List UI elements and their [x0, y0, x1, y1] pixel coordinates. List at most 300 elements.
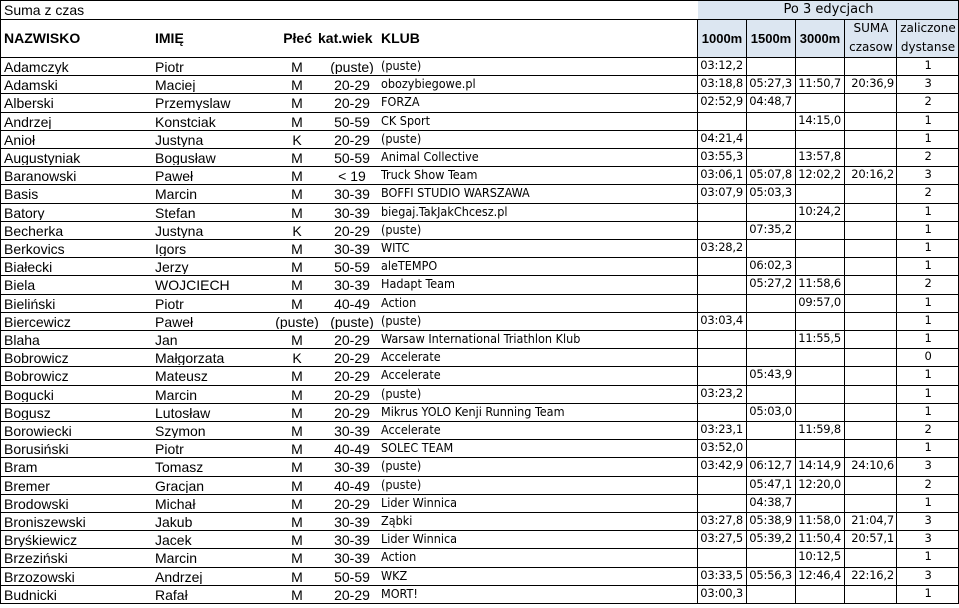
cell-plec: K [292, 223, 302, 238]
cell-plec: M [291, 333, 303, 347]
cell-kat: 30-39 [334, 278, 370, 293]
cell-kat: (puste) [330, 60, 374, 74]
cell-m1500 [747, 388, 792, 402]
cell-kat: 20-29 [334, 369, 370, 384]
cell-zal: 3 [924, 569, 932, 582]
cell-m1500 [747, 297, 792, 311]
cell-suma [845, 151, 894, 165]
cell-m3000 [796, 315, 841, 329]
cell-m1000 [698, 333, 743, 347]
grid-hline [0, 75, 959, 76]
cell-m3000 [796, 369, 841, 383]
cell-kat: 30-39 [334, 242, 370, 256]
cell-suma [845, 260, 894, 274]
cell-m1000 [698, 260, 743, 274]
cell-m1500 [747, 551, 792, 565]
cell-imie: Paweł [155, 314, 194, 329]
cell-suma [845, 115, 894, 129]
cell-m3000: 14:15,0 [798, 114, 841, 127]
cell-kat: 30-39 [334, 424, 370, 438]
cell-klub: (puste) [381, 387, 422, 401]
cell-zal: 2 [924, 151, 932, 163]
cell-zal: 2 [924, 278, 932, 291]
cell-m1000: 03:07,9 [700, 187, 743, 200]
cell-klub: FORZA [381, 96, 420, 110]
cell-plec: M [291, 78, 303, 93]
cell-m1500 [747, 351, 792, 365]
cell-nazwisko: Bogucki [4, 387, 54, 402]
cell-m1000: 03:27,8 [700, 515, 743, 527]
cell-imie: Konstciak [155, 114, 216, 129]
grid-hline [0, 366, 959, 367]
cell-imie: Marcin [155, 551, 198, 566]
cell-suma: 20:57,1 [851, 533, 894, 546]
cell-suma [845, 388, 894, 402]
col-header-suma[interactable]: SUMA [853, 22, 889, 35]
grid-vline [844, 19, 845, 603]
cell-nazwisko: Berkovics [4, 242, 65, 256]
cell-imie: Michał [155, 496, 196, 511]
cell-imie: WOJCIECH [155, 278, 230, 293]
cell-kat: 20-29 [334, 587, 370, 602]
cell-m1000: 03:00,3 [700, 587, 743, 600]
cell-zal: 3 [924, 515, 932, 527]
cell-zal: 2 [924, 96, 932, 109]
cell-m1000: 03:23,1 [700, 424, 743, 436]
grid-hline [0, 166, 959, 167]
cell-m1000: 02:52,9 [700, 96, 743, 109]
grid-vline [746, 19, 747, 603]
grid-hline [0, 385, 959, 386]
cell-nazwisko: Baranowski [4, 169, 77, 184]
grid-hline [0, 312, 959, 313]
grid-hline [0, 112, 959, 113]
cell-m3000: 12:46,4 [798, 569, 841, 582]
cell-imie: Stefan [155, 205, 196, 220]
cell-plec: M [291, 569, 303, 584]
cell-imie: Tomasz [155, 460, 204, 475]
grid-hline [0, 494, 959, 495]
cell-zal: 3 [924, 460, 932, 473]
cell-zal: 1 [924, 205, 932, 218]
cell-suma [845, 242, 894, 256]
cell-m1000: 03:23,2 [700, 387, 743, 400]
cell-m1500: 06:12,7 [749, 460, 792, 473]
cell-nazwisko: Brzeziński [4, 551, 68, 566]
cell-plec: M [291, 96, 303, 111]
cell-plec: M [291, 296, 303, 311]
cell-klub: obozybiegowe.pl [381, 78, 476, 92]
col-header-3000m[interactable]: 3000m [799, 32, 841, 46]
cell-klub: Lider Winnica [381, 533, 458, 547]
cell-klub: (puste) [381, 60, 422, 73]
cell-imie: Jerzy [155, 260, 189, 275]
cell-zal: 1 [924, 296, 932, 309]
grid-vline [896, 19, 897, 603]
cell-kat: 20-29 [334, 333, 370, 347]
grid-hline [0, 421, 959, 422]
cell-nazwisko: Anioł [4, 132, 36, 147]
cell-kat: 20-29 [334, 132, 370, 147]
cell-imie: Justyna [155, 223, 204, 238]
cell-plec: M [291, 442, 303, 457]
cell-imie: Igors [155, 242, 187, 256]
cell-m3000 [796, 588, 841, 602]
cell-klub: WKZ [381, 569, 408, 583]
cell-zal: 0 [924, 351, 932, 364]
cell-nazwisko: Adamski [4, 78, 58, 93]
cell-m3000 [796, 133, 841, 147]
cell-nazwisko: Augustyniak [4, 151, 81, 165]
col-header-imie[interactable]: IMIĘ [155, 31, 184, 46]
cell-zal: 2 [924, 187, 932, 200]
grid-hline [0, 0, 959, 1]
cell-zal: 1 [924, 405, 932, 418]
cell-m1500: 05:03,3 [749, 187, 792, 200]
cell-zal: 1 [924, 587, 932, 600]
cell-kat: 20-29 [334, 96, 370, 111]
cell-zal: 1 [924, 333, 932, 345]
cell-kat: < 19 [338, 169, 366, 184]
cell-m1500 [747, 60, 792, 74]
cell-zal: 3 [924, 533, 932, 546]
grid-hline [0, 239, 959, 240]
cell-zal: 1 [924, 114, 932, 127]
cell-imie: Bogusław [155, 151, 216, 165]
cell-m1000 [698, 278, 743, 292]
cell-m1500: 05:47,1 [749, 478, 792, 491]
cell-plec: M [291, 587, 303, 602]
cell-klub: BOFFI STUDIO WARSZAWA [381, 187, 530, 201]
cell-imie: Marcin [155, 387, 198, 402]
cell-nazwisko: Bremer [4, 478, 50, 493]
cell-nazwisko: Borowiecki [4, 424, 72, 438]
cell-zal: 3 [924, 169, 932, 182]
cell-zal: 1 [924, 369, 932, 382]
cell-kat: 50-59 [334, 114, 370, 129]
cell-kat: 20-29 [334, 405, 370, 420]
cell-klub: Accelerate [381, 424, 441, 437]
cell-nazwisko: Brodowski [4, 496, 69, 511]
cell-m1500: 05:07,8 [749, 169, 792, 182]
grid-hline [0, 19, 959, 20]
col-header-zaliczone-sub: dystanse [900, 41, 956, 54]
cell-m3000: 10:12,5 [798, 551, 841, 564]
cell-m1500 [747, 588, 792, 602]
col-header-1500m[interactable]: 1500m [750, 32, 792, 46]
cell-nazwisko: Broniszewski [4, 515, 86, 529]
col-header-nazwisko[interactable]: NAZWISKO [4, 31, 81, 46]
cell-m1000: 03:33,5 [700, 569, 743, 582]
cell-klub: Warsaw International Triathlon Klub [381, 333, 581, 346]
cell-suma [845, 315, 894, 329]
grid-hline [0, 567, 959, 568]
cell-m3000: 14:14,9 [798, 460, 841, 473]
cell-m1000: 03:27,5 [700, 533, 743, 546]
cell-klub: SOLEC TEAM [381, 442, 454, 456]
cell-kat: 20-29 [334, 78, 370, 93]
cell-nazwisko: Bobrowicz [4, 369, 69, 384]
col-header-klub[interactable]: KLUB [381, 31, 420, 46]
cell-suma [845, 351, 894, 365]
cell-klub: MORT! [381, 587, 418, 601]
cell-m1500: 04:38,7 [749, 496, 792, 509]
grid-hline [0, 294, 959, 295]
cell-nazwisko: Batory [4, 205, 45, 220]
cell-nazwisko: Borusiński [4, 442, 69, 457]
cell-m3000: 12:20,0 [798, 478, 841, 491]
cell-plec: M [291, 60, 303, 74]
cell-zal: 2 [924, 478, 932, 491]
cell-plec: M [291, 533, 303, 548]
cell-m3000: 10:24,2 [798, 205, 841, 218]
cell-klub: CK Sport [381, 114, 430, 128]
cell-m1000: 03:42,9 [700, 460, 743, 473]
cell-m1000 [698, 497, 743, 511]
cell-m3000: 12:02,2 [798, 169, 841, 182]
cell-m1500 [747, 206, 792, 220]
cell-zal: 2 [924, 424, 932, 436]
cell-suma [845, 479, 894, 493]
cell-plec: M [291, 242, 303, 256]
cell-suma [845, 333, 894, 347]
cell-kat: (puste) [330, 314, 374, 329]
cell-zal: 1 [924, 260, 932, 273]
cell-klub: Truck Show Team [381, 169, 478, 183]
cell-kat: 30-39 [334, 205, 370, 220]
cell-imie: Paweł [155, 169, 194, 184]
cell-plec: M [291, 369, 303, 384]
cell-m3000 [796, 388, 841, 402]
cell-zal: 1 [924, 551, 932, 564]
cell-plec: M [291, 114, 303, 129]
cell-zal: 3 [924, 78, 932, 91]
grid-hline [0, 184, 959, 185]
cell-imie: Piotr [155, 442, 184, 457]
cell-m1500 [747, 133, 792, 147]
cell-m1000 [698, 351, 743, 365]
cell-imie: Przemyslaw [155, 96, 231, 111]
cell-suma [845, 224, 894, 238]
cell-kat: 40-49 [334, 296, 370, 311]
cell-imie: Szymon [155, 424, 206, 438]
cell-m1500: 05:43,9 [749, 369, 792, 382]
cell-m3000: 11:50,4 [798, 533, 841, 546]
grid-hline [0, 148, 959, 149]
cell-nazwisko: Biercewicz [4, 314, 71, 329]
cell-m1500: 07:35,2 [749, 223, 792, 236]
grid-hline [0, 403, 959, 404]
cell-plec: M [291, 424, 303, 438]
cell-nazwisko: Bogusz [4, 405, 51, 420]
cell-imie: Rafał [155, 587, 188, 602]
cell-suma [845, 206, 894, 220]
grid-hline [0, 439, 959, 440]
grid-vline [697, 19, 698, 603]
grid-hline [0, 457, 959, 458]
cell-nazwisko: Biela [4, 278, 36, 293]
cell-m3000 [796, 224, 841, 238]
grid-hline [0, 275, 959, 276]
cell-zal: 1 [924, 314, 932, 327]
cell-m1000: 03:06,1 [700, 169, 743, 182]
cell-m1000: 03:12,2 [700, 60, 743, 72]
cell-klub: (puste) [381, 478, 422, 492]
cell-m1500: 05:27,3 [749, 78, 792, 91]
cell-m3000 [796, 187, 841, 201]
grid-hline [0, 548, 959, 549]
col-header-kat[interactable]: kat.wiek [318, 31, 373, 46]
cell-kat: 20-29 [334, 496, 370, 511]
col-header-suma-sub: czasow [849, 41, 893, 54]
cell-suma [845, 278, 894, 292]
cell-m1000 [698, 551, 743, 565]
cell-m1500 [747, 333, 792, 347]
cell-kat: 30-39 [334, 187, 370, 202]
cell-m3000: 11:59,8 [798, 424, 841, 436]
cell-m1000 [698, 115, 743, 129]
grid-vline [0, 0, 1, 603]
cell-plec: M [291, 496, 303, 511]
cell-m3000: 09:57,0 [798, 296, 841, 309]
cell-kat: 30-39 [334, 515, 370, 529]
cell-plec: M [291, 551, 303, 566]
cell-m1500: 04:48,7 [749, 96, 792, 109]
grid-hline [0, 57, 959, 58]
cell-m3000 [796, 406, 841, 420]
cell-m1500: 06:02,3 [749, 260, 792, 273]
cell-m3000: 11:50,7 [798, 78, 841, 91]
cell-m3000 [796, 96, 841, 110]
cell-nazwisko: Becherka [4, 223, 64, 238]
cell-zal: 1 [924, 387, 932, 400]
cell-imie: Maciej [155, 78, 196, 93]
cell-kat: 20-29 [334, 351, 370, 366]
cell-nazwisko: Brzozowski [4, 569, 75, 584]
cell-klub: WITC [381, 242, 410, 255]
cell-kat: 40-49 [334, 442, 370, 457]
col-header-1000m[interactable]: 1000m [701, 32, 743, 46]
cell-plec: K [292, 351, 302, 366]
grid-hline [0, 585, 959, 586]
cell-suma [845, 497, 894, 511]
cell-kat: 20-29 [334, 223, 370, 238]
cell-m1000: 03:55,3 [700, 151, 743, 163]
cell-klub: (puste) [381, 460, 422, 474]
cell-m3000: 13:57,8 [798, 151, 841, 163]
cell-suma: 20:16,2 [851, 169, 894, 182]
grid-hline [0, 330, 959, 331]
grid-hline [0, 203, 959, 204]
cell-imie: Justyna [155, 132, 204, 147]
cell-zal: 1 [924, 242, 932, 254]
cell-suma [845, 424, 894, 438]
cell-nazwisko: Białecki [4, 260, 53, 275]
cell-klub: Mikrus YOLO Kenji Running Team [381, 405, 565, 419]
cell-m1500 [747, 151, 792, 165]
cell-kat: 40-49 [334, 478, 370, 493]
cell-plec: M [291, 387, 303, 402]
cell-imie: Marcin [155, 187, 198, 202]
cell-suma [845, 60, 894, 74]
cell-m1000 [698, 369, 743, 383]
cell-nazwisko: Andrzej [4, 114, 52, 129]
cell-m1000: 04:21,4 [700, 132, 743, 145]
cell-plec: M [291, 460, 303, 475]
cell-klub: biegaj.TakJakChcesz.pl [381, 205, 508, 219]
cell-nazwisko: Bram [4, 460, 38, 475]
cell-m1000 [698, 406, 743, 420]
sheet-title: Suma z czas [4, 3, 85, 18]
cell-plec: M [291, 478, 303, 493]
cell-suma [845, 442, 894, 456]
cell-imie: Andrzej [155, 569, 203, 584]
cell-imie: Jan [155, 333, 178, 347]
cell-m3000: 11:58,0 [798, 515, 841, 527]
grid-hline [0, 93, 959, 94]
grid-hline [0, 512, 959, 513]
cell-plec: M [291, 151, 303, 165]
cell-klub: Accelerate [381, 369, 441, 383]
cell-m1000: 03:18,8 [700, 78, 743, 91]
cell-m3000 [796, 60, 841, 74]
cell-suma: 22:16,2 [851, 569, 894, 582]
cell-zal: 1 [924, 442, 932, 455]
cell-plec: M [291, 405, 303, 420]
cell-m1500: 05:03,0 [749, 405, 792, 418]
cell-plec: M [291, 260, 303, 275]
cell-nazwisko: Alberski [4, 96, 54, 111]
cell-suma [845, 369, 894, 383]
col-header-zaliczone[interactable]: zaliczone [900, 22, 956, 35]
cell-suma: 20:36,9 [851, 78, 894, 91]
cell-imie: Jakub [155, 515, 193, 529]
cell-plec: M [291, 515, 303, 529]
cell-imie: Lutosław [155, 405, 211, 420]
cell-m3000 [796, 442, 841, 456]
cell-zal: 1 [924, 496, 932, 509]
cell-kat: 30-39 [334, 460, 370, 475]
grid-hline [0, 603, 959, 604]
cell-zal: 1 [924, 60, 932, 72]
cell-plec: M [291, 187, 303, 202]
cell-plec: (puste) [275, 314, 319, 329]
cell-suma [845, 187, 894, 201]
grid-hline [0, 476, 959, 477]
col-header-plec[interactable]: Płeć [283, 31, 312, 46]
cell-nazwisko: Bryśkiewicz [4, 533, 78, 548]
cell-m1500: 05:38,9 [749, 515, 792, 527]
cell-nazwisko: Blaha [4, 333, 40, 347]
cell-kat: 30-39 [334, 533, 370, 548]
cell-m1500 [747, 242, 792, 256]
group-label: Po 3 edycjach [783, 3, 874, 17]
cell-klub: (puste) [381, 132, 422, 146]
cell-m1500: 05:27,2 [749, 278, 792, 291]
cell-kat: 50-59 [334, 260, 370, 275]
cell-imie: Piotr [155, 60, 184, 74]
grid-hline [0, 221, 959, 222]
cell-zal: 1 [924, 223, 932, 236]
cell-m1000 [698, 479, 743, 493]
cell-m3000: 11:55,5 [798, 333, 841, 345]
cell-imie: Jacek [155, 533, 192, 548]
cell-suma: 21:04,7 [851, 515, 894, 527]
cell-imie: Gracjan [155, 478, 205, 493]
cell-m3000 [796, 497, 841, 511]
cell-m1500: 05:39,2 [749, 533, 792, 546]
cell-klub: Hadapt Team [381, 278, 456, 292]
